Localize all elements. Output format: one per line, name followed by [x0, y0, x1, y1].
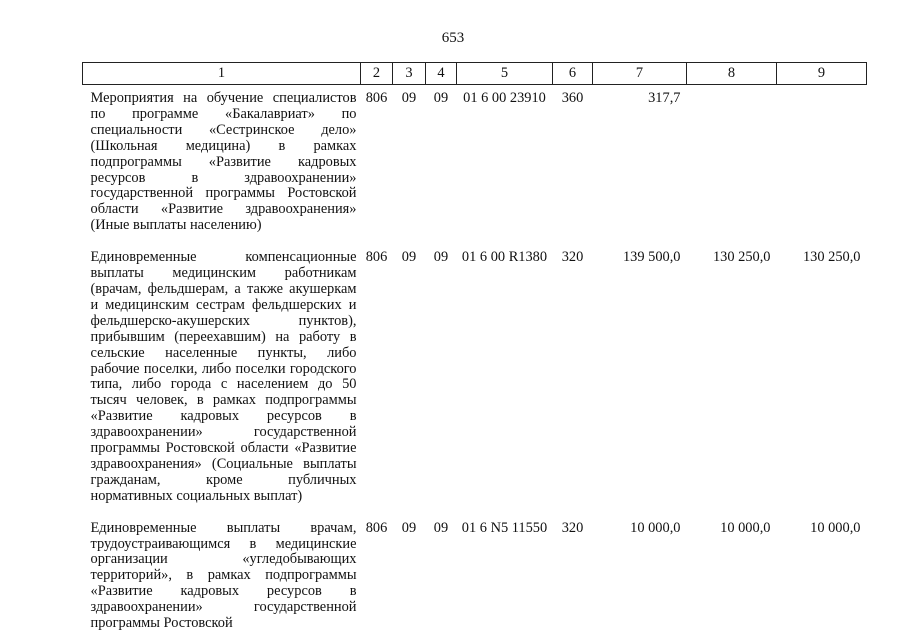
row-amount-col7: 10 000,0 — [630, 519, 681, 536]
column-header-7: 7 — [593, 63, 687, 85]
row-expense-type: 360 — [561, 90, 584, 106]
budget-table — [82, 62, 867, 642]
table-header-row — [83, 63, 867, 85]
row-subsection-code: 09 — [433, 90, 449, 106]
column-header-4: 4 — [426, 63, 457, 85]
row-subsection-code: 09 — [433, 519, 449, 536]
table-row — [83, 244, 867, 515]
page-number: 653 — [441, 30, 465, 46]
row-subsection-code: 09 — [433, 249, 449, 266]
row-ministry-code: 806 — [365, 249, 388, 266]
row-amount-col8: 130 250,0 — [712, 249, 771, 266]
column-header-5: 5 — [457, 63, 553, 85]
column-header-3: 3 — [393, 63, 426, 85]
column-header-1: 1 — [83, 63, 361, 85]
row-amount-col8 — [687, 85, 777, 245]
row-expense-type: 320 — [561, 249, 584, 266]
row-target-article: 01 6 00 R1380 — [461, 249, 548, 266]
table-row — [83, 515, 867, 642]
column-header-6: 6 — [553, 63, 593, 85]
row-amount-col7: 317,7 — [648, 90, 681, 106]
column-header-2: 2 — [361, 63, 393, 85]
row-amount-col9: 10 000,0 — [810, 519, 861, 536]
column-header-8: 8 — [687, 63, 777, 85]
row-section-code: 09 — [401, 249, 417, 266]
row-description: Мероприятия на обучение специалистов по программе «Бакалавриат» по специальности «Сестринское дело» (Школьная медицина) в рамках подпрограммы «Развитие кадровых ресурсов в здравоохранении» государственной программы Ростовской области «Развитие здравоохранения» (Иные выплаты населению) — [90, 90, 357, 234]
row-amount-col9 — [777, 85, 867, 245]
row-expense-type: 320 — [561, 519, 584, 536]
row-description: Единовременные выплаты врачам, трудоустраивающимся в медицинские организации «угледобывающих территорий», в рамках подпрограммы «Развитие кадровых ресурсов в здравоохранении» государственной программы Ростовской — [90, 519, 357, 632]
row-amount-col9: 130 250,0 — [802, 249, 861, 266]
row-amount-col8: 10 000,0 — [720, 519, 771, 536]
row-target-article: 01 6 00 23910 — [463, 90, 546, 106]
row-ministry-code: 806 — [365, 519, 388, 536]
table-row — [83, 85, 867, 245]
row-description: Единовременные компенсационные выплаты медицинским работникам (врачам, фельдшерам, а также акушеркам и медицинским сестрам фельдшерских и фельдшерско-акушерских пунктов), прибывшим (переехавшим) на работу в сельские населенные пункты, либо рабочие поселки, либо поселки городского типа, либо города с населением до 50 тысяч человек, в рамках подпрограммы «Развитие кадровых ресурсов в здравоохранении» государственной программы Ростовской области «Развитие здравоохранения» (Социальные выплаты гражданам, кроме публичных нормативных социальных выплат) — [90, 249, 357, 504]
row-amount-col7: 139 500,0 — [622, 249, 681, 266]
row-section-code: 09 — [401, 519, 417, 536]
row-target-article: 01 6 N5 11550 — [461, 519, 548, 536]
column-header-9: 9 — [777, 63, 867, 85]
row-section-code: 09 — [401, 90, 417, 106]
row-ministry-code: 806 — [365, 90, 388, 106]
